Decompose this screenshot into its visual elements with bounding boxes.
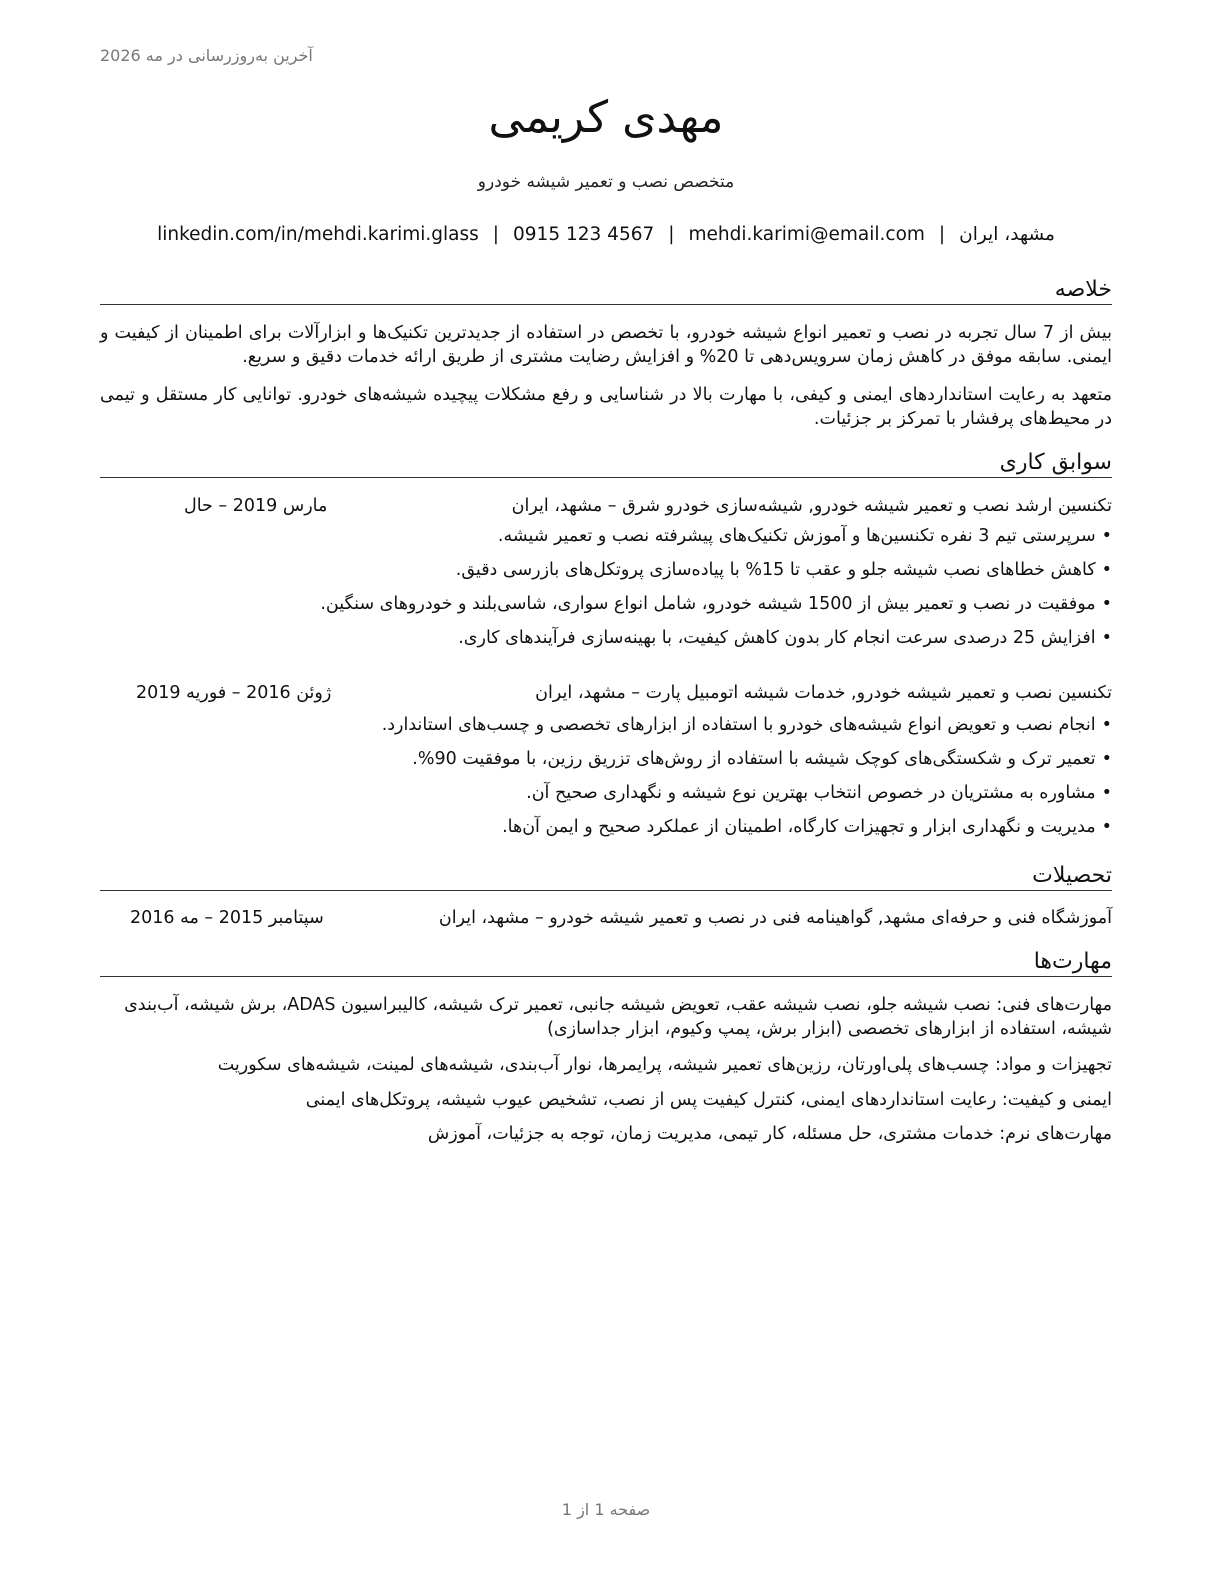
- contact-location: مشهد، ایران: [959, 224, 1055, 245]
- job-bullet: •مدیریت و نگهداری ابزار و تجهیزات کارگاه، اطمینان از عملکرد صحیح و ایمن آن‌ها.: [502, 817, 1112, 837]
- contact-email[interactable]: mehdi.karimi@email.com: [688, 224, 925, 245]
- contact-separator: |: [938, 224, 946, 245]
- summary-paragraph-2: متعهد به رعایت استانداردهای ایمنی و کیفی، با مهارت بالا در شناسایی و رفع مشکلات پیچیده شیشه‌های خودرو. توانایی کار مستقل و تیمی در محیط‌های پرفشار با تمرکز بر جزئیات.: [100, 385, 1112, 429]
- contact-line: [100, 224, 1112, 245]
- contact-linkedin[interactable]: linkedin.com/in/mehdi.karimi.glass: [157, 224, 479, 245]
- experience-heading: سوابق کاری: [100, 449, 1112, 478]
- contact-phone[interactable]: 0915 123 4567: [513, 224, 655, 245]
- job-dates: مارس 2019 – حال: [184, 496, 328, 516]
- job-bullet: •مشاوره به مشتریان در خصوص انتخاب بهترین نوع شیشه و نگهداری صحیح آن.: [526, 783, 1112, 803]
- page-number: صفحه 1 از 1: [561, 1500, 651, 1519]
- job-header: [100, 681, 1112, 705]
- job-role: تکنسین ارشد نصب و تعمیر شیشه خودرو, شیشه‌سازی خودرو شرق – مشهد، ایران: [511, 496, 1112, 516]
- job-bullet: •سرپرستی تیم 3 نفره تکنسین‌ها و آموزش تکنیک‌های پیشرفته نصب و تعمیر شیشه.: [497, 526, 1112, 546]
- skill-line: مهارت‌های نرم: خدمات مشتری، حل مسئله، کار تیمی، مدیریت زمان، توجه به جزئیات، آموزش: [427, 1124, 1112, 1144]
- job-bullets: [100, 713, 1112, 849]
- skills-heading: مهارت‌ها: [100, 948, 1112, 977]
- job-bullets: [100, 524, 1112, 660]
- summary-heading: خلاصه: [100, 276, 1112, 305]
- skill-line: مهارت‌های فنی: نصب شیشه جلو، نصب شیشه عقب، تعویض شیشه جانبی، تعمیر ترک شیشه، کالیبراسیون ADAS، برش شیشه، آب‌بندی شیشه، استفاده از ابزارهای تخصصی (ابزار برش، پمپ وکیوم، ابزار جداسازی): [124, 995, 1112, 1039]
- job-bullet: •افزایش 25 درصدی سرعت انجام کار بدون کاهش کیفیت، با بهینه‌سازی فرآیندهای کاری.: [458, 628, 1112, 648]
- contact-separator: |: [492, 224, 500, 245]
- education-entry: [100, 906, 1112, 930]
- contact-separator: |: [668, 224, 675, 245]
- job-bullet: •کاهش خطاهای نصب شیشه جلو و عقب تا 15% با پیاده‌سازی پروتکل‌های بازرسی دقیق.: [455, 560, 1112, 580]
- job-role: تکنسین نصب و تعمیر شیشه خودرو, خدمات شیشه اتومبیل پارت – مشهد، ایران: [535, 683, 1112, 703]
- last-updated: آخرین به‌روزرسانی در مه 2026: [100, 46, 313, 65]
- job-dates: ژوئن 2016 – فوریه 2019: [136, 683, 332, 703]
- job-bullet: •تعمیر ترک و شکستگی‌های کوچک شیشه با استفاده از روش‌های تزریق رزین، با موفقیت 90%.: [412, 749, 1112, 769]
- job-bullet: •موفقیت در نصب و تعمیر بیش از 1500 شیشه خودرو، شامل انواع سواری، شاسی‌بلند و خودروهای سنگین.: [320, 594, 1112, 614]
- skill-line: تجهیزات و مواد: چسب‌های پلی‌اورتان، رزین‌های تعمیر شیشه، پرایمرها، نوار آب‌بندی، شیشه‌های لمینت، شیشه‌های سکوریت: [217, 1055, 1112, 1075]
- summary-paragraph-1: بیش از 7 سال تجربه در نصب و تعمیر انواع شیشه خودرو، با تخصص در استفاده از جدیدترین تکنیک‌ها و ابزارآلات برای اطمینان از کیفیت و ایمنی. سابقه موفق در کاهش زمان سرویس‌دهی تا 20% و افزایش رضایت مشتری از طریق ارائه خدمات دقیق و سریع.: [100, 323, 1113, 367]
- job-bullet: •انجام نصب و تعویض انواع شیشه‌های خودرو با استفاده از ابزارهای تخصصی و چسب‌های استاندارد.: [381, 715, 1112, 735]
- education-dates: سپتامبر 2015 – مه 2016: [130, 908, 324, 928]
- candidate-name: مهدی کریمی: [488, 92, 724, 143]
- skill-line: ایمنی و کیفیت: رعایت استانداردهای ایمنی، کنترل کیفیت پس از نصب، تشخیص عیوب شیشه، پروتکل‌های ایمنی: [305, 1090, 1112, 1110]
- candidate-title: متخصص نصب و تعمیر شیشه خودرو: [477, 172, 735, 192]
- education-heading: تحصیلات: [100, 862, 1112, 891]
- education-role: آموزشگاه فنی و حرفه‌ای مشهد, گواهینامه فنی در نصب و تعمیر شیشه خودرو – مشهد، ایران: [438, 908, 1112, 928]
- job-header: [100, 494, 1112, 518]
- resume-page: [100, 0, 1112, 1584]
